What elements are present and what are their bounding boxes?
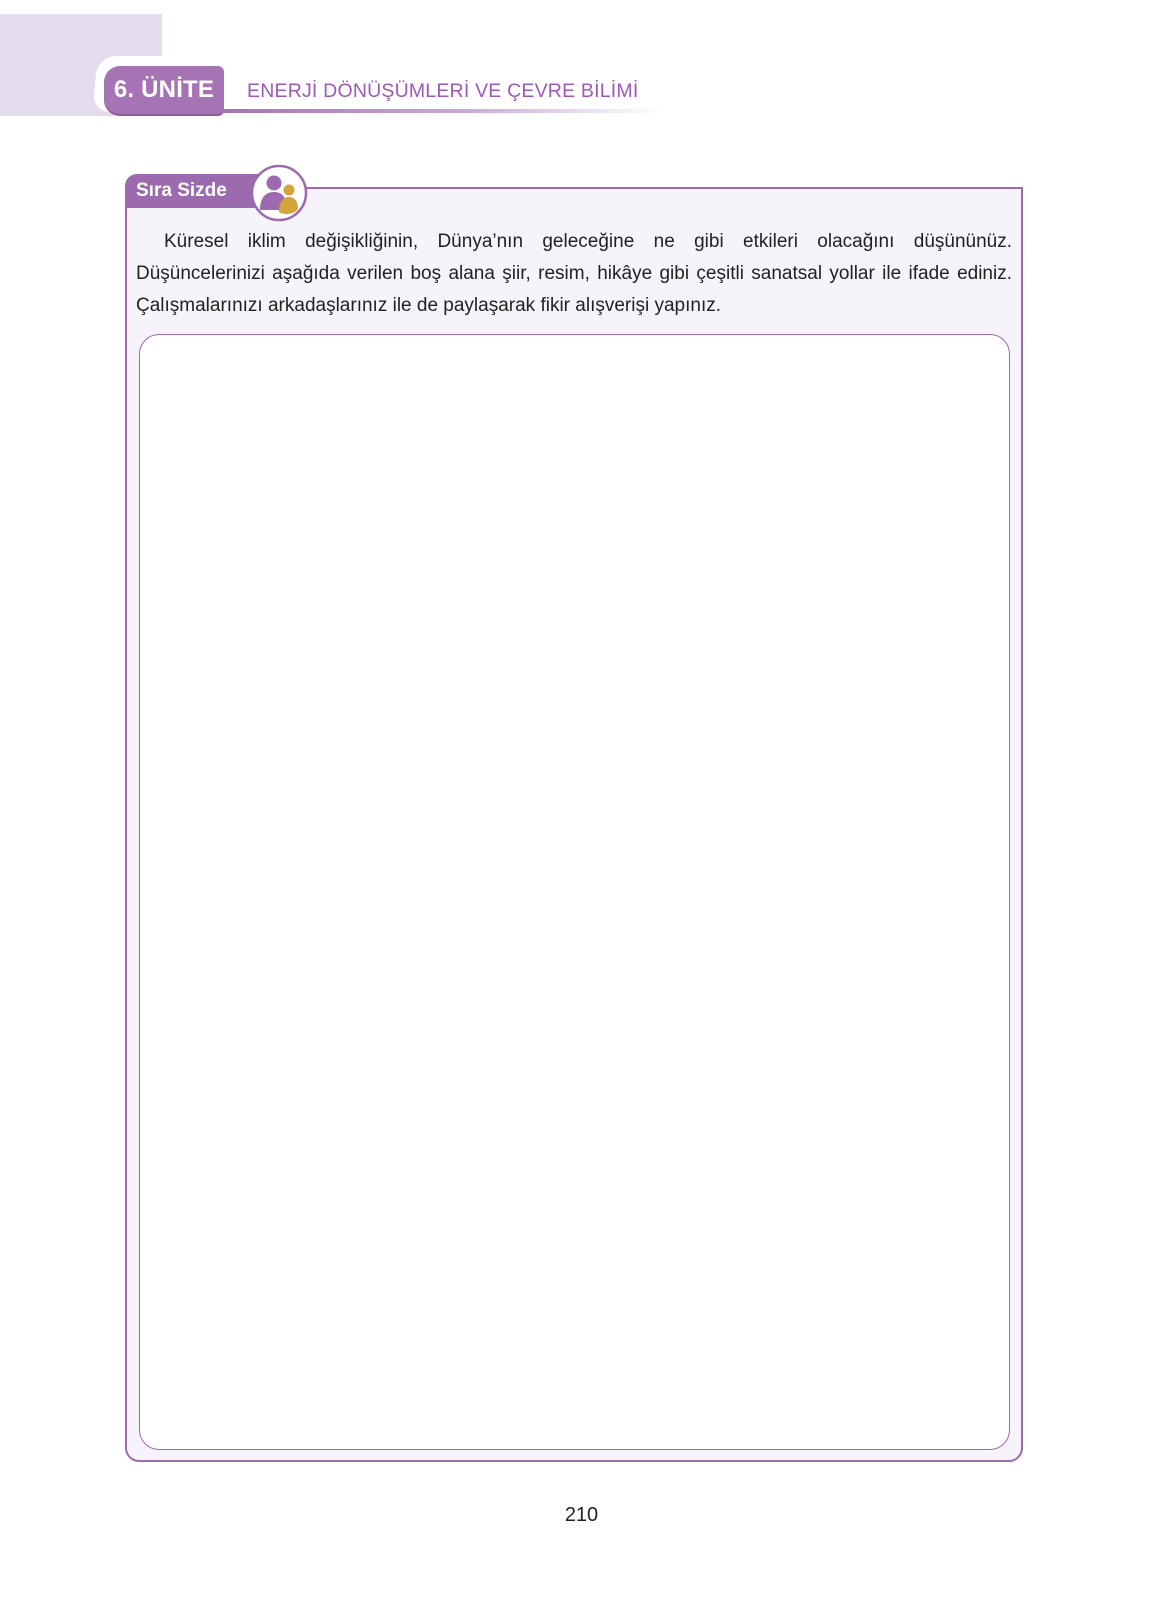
people-icon [250, 164, 308, 222]
activity-label [125, 174, 263, 208]
page-number: 210 [564, 1504, 599, 1526]
unit-title: ENERJİ DÖNÜŞÜMLERİ VE ÇEVRE BİLİMİ [247, 80, 639, 102]
unit-label: 6. ÜNİTE [113, 76, 215, 103]
unit-tab [104, 66, 224, 114]
activity-instructions: Küresel iklim değişikliğinin, Dünya’nın geleceğine ne gibi etkileri olacağını düşününüz. Düşüncelerinizi aşağıda verilen boş alana şiir, resim, hikâye gibi çeşitli sanatsal yollar ile ifade ediniz. Çalışmalarınızı arkadaşlarınız ile de paylaşarak fikir alışverişi yapınız. [136, 231, 1012, 316]
answer-area[interactable] [139, 334, 1010, 1450]
header-underline [222, 109, 662, 113]
activity-label-text: Sıra Sizde [136, 180, 227, 201]
